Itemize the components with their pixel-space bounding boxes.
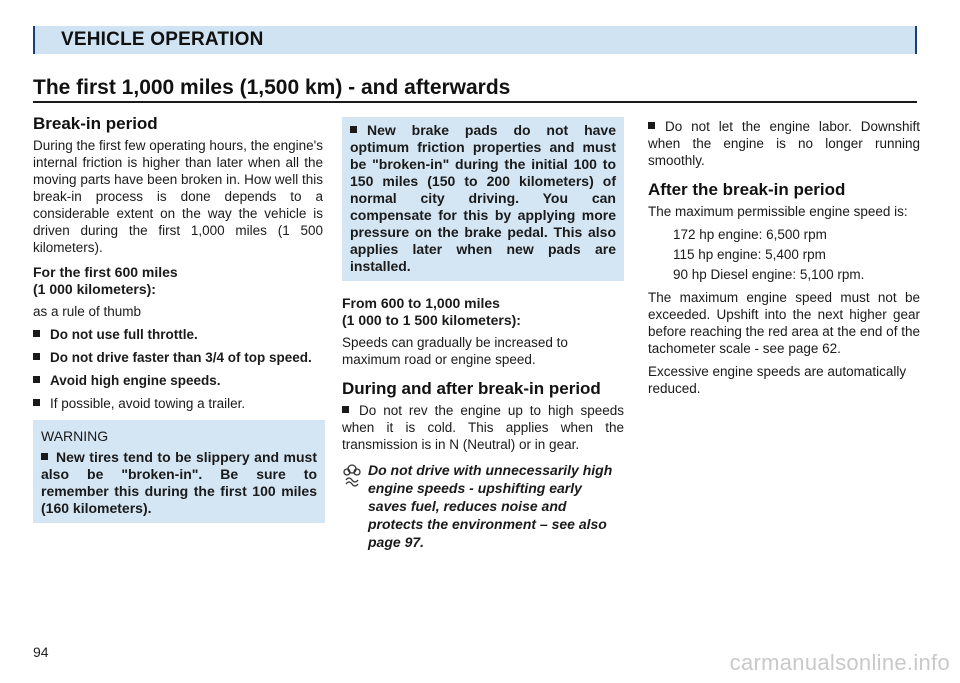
watermark: carmanualsonline.info [729,650,950,675]
subhead-line-1: From 600 to 1,000 miles [342,295,500,311]
warning-title: WARNING [41,428,109,444]
bullet-text: Do not let the engine labor. Downshift when the engine is no longer running smoothly. [648,119,920,168]
warning-box [33,420,325,523]
subhead-line-1: For the first 600 miles [33,264,178,280]
bullet-square-icon [342,406,349,413]
bullet-square-icon [33,353,40,360]
bullet-text: Do not rev the engine up to high speeds when it is cold. This applies when the transmission is in N (Neutral) or in gear. [342,403,624,452]
subhead-line-2: (1 000 to 1 500 kilometers): [342,312,521,328]
column-1 [33,115,323,523]
rule-of-thumb-text: as a rule of thumb [33,304,142,319]
list-item [33,395,323,412]
bullet-square-icon [350,126,357,133]
warning-text: New tires tend to be slippery and must also be "broken-in". Be sure to remember this during the first 100 miles (160 kilometers). [41,449,317,516]
bullet-square-icon [33,330,40,337]
bullet-square-icon [648,122,655,129]
list-item [33,349,323,366]
engine-spec: 172 hp engine: 6,500 rpm [673,227,827,242]
bullet-text: If possible, avoid towing a trailer. [50,396,246,411]
list-item [342,402,624,453]
bullet-text: Avoid high engine speeds. [50,373,221,388]
section-header-bar [33,26,917,54]
brake-pads-box [342,117,624,281]
break-in-intro: During the first few operating hours, the engine's internal friction is higher than later when all the moving parts have been broken in. How well this break-in process is done depends to a considerable extent on the way the vehicle is driven during the first 1,000 miles (1 500 kilometers). [33,138,323,255]
speeds-text: Speeds can gradually be increased to maximum road or engine speed. [342,335,568,367]
bullet-text: Do not drive faster than 3/4 of top speed. [50,350,312,365]
environment-text: Do not drive with unnecessarily high engine speeds - upshifting early saves fuel, reduces noise and protects the environment – see also page 97. [368,462,613,550]
list-item [648,118,920,169]
page-number: 94 [33,644,49,660]
from-600-miles-subhead [342,295,624,329]
list-item [33,372,323,389]
first-600-miles-subhead [33,264,323,298]
break-in-heading: Break-in period [33,114,158,133]
bullet-text: Do not use full throttle. [50,327,198,342]
max-speed-text: The maximum permissible engine speed is: [648,204,908,219]
excessive-speeds-text: Excessive engine speeds are automatically reduced. [648,364,907,396]
bullet-square-icon [33,376,40,383]
column-3 [648,118,920,403]
max-speed-note: The maximum engine speed must not be exceeded. Upshift into the next higher gear before reaching the red area at the end of the tachometer scale - see page 62. [648,290,920,356]
brake-pads-text: New brake pads do not have optimum friction properties and must be "broken-in" during the initial 100 to 150 miles (150 to 200 kilometers) of normal city driving. You can compensate for this by applying more pressure on the brake pedal. This also applies later when new pads are installed. [350,122,616,274]
engine-spec: 115 hp engine: 5,400 rpm [673,247,826,262]
subhead-line-2: (1 000 kilometers): [33,281,156,297]
environment-note [342,461,624,551]
title-divider [33,101,917,103]
bullet-square-icon [33,399,40,406]
during-after-heading: During and after break-in period [342,379,601,398]
column-2 [342,117,624,551]
page-title: The first 1,000 miles (1,500 km) - and afterwards [33,76,511,99]
warning-text-row [41,449,317,517]
bullet-square-icon [41,453,48,460]
list-item [33,326,323,343]
after-break-in-heading: After the break-in period [648,180,846,199]
environment-icon [342,462,362,488]
section-title: VEHICLE OPERATION [61,29,264,50]
engine-spec: 90 hp Diesel engine: 5,100 rpm. [673,267,865,282]
